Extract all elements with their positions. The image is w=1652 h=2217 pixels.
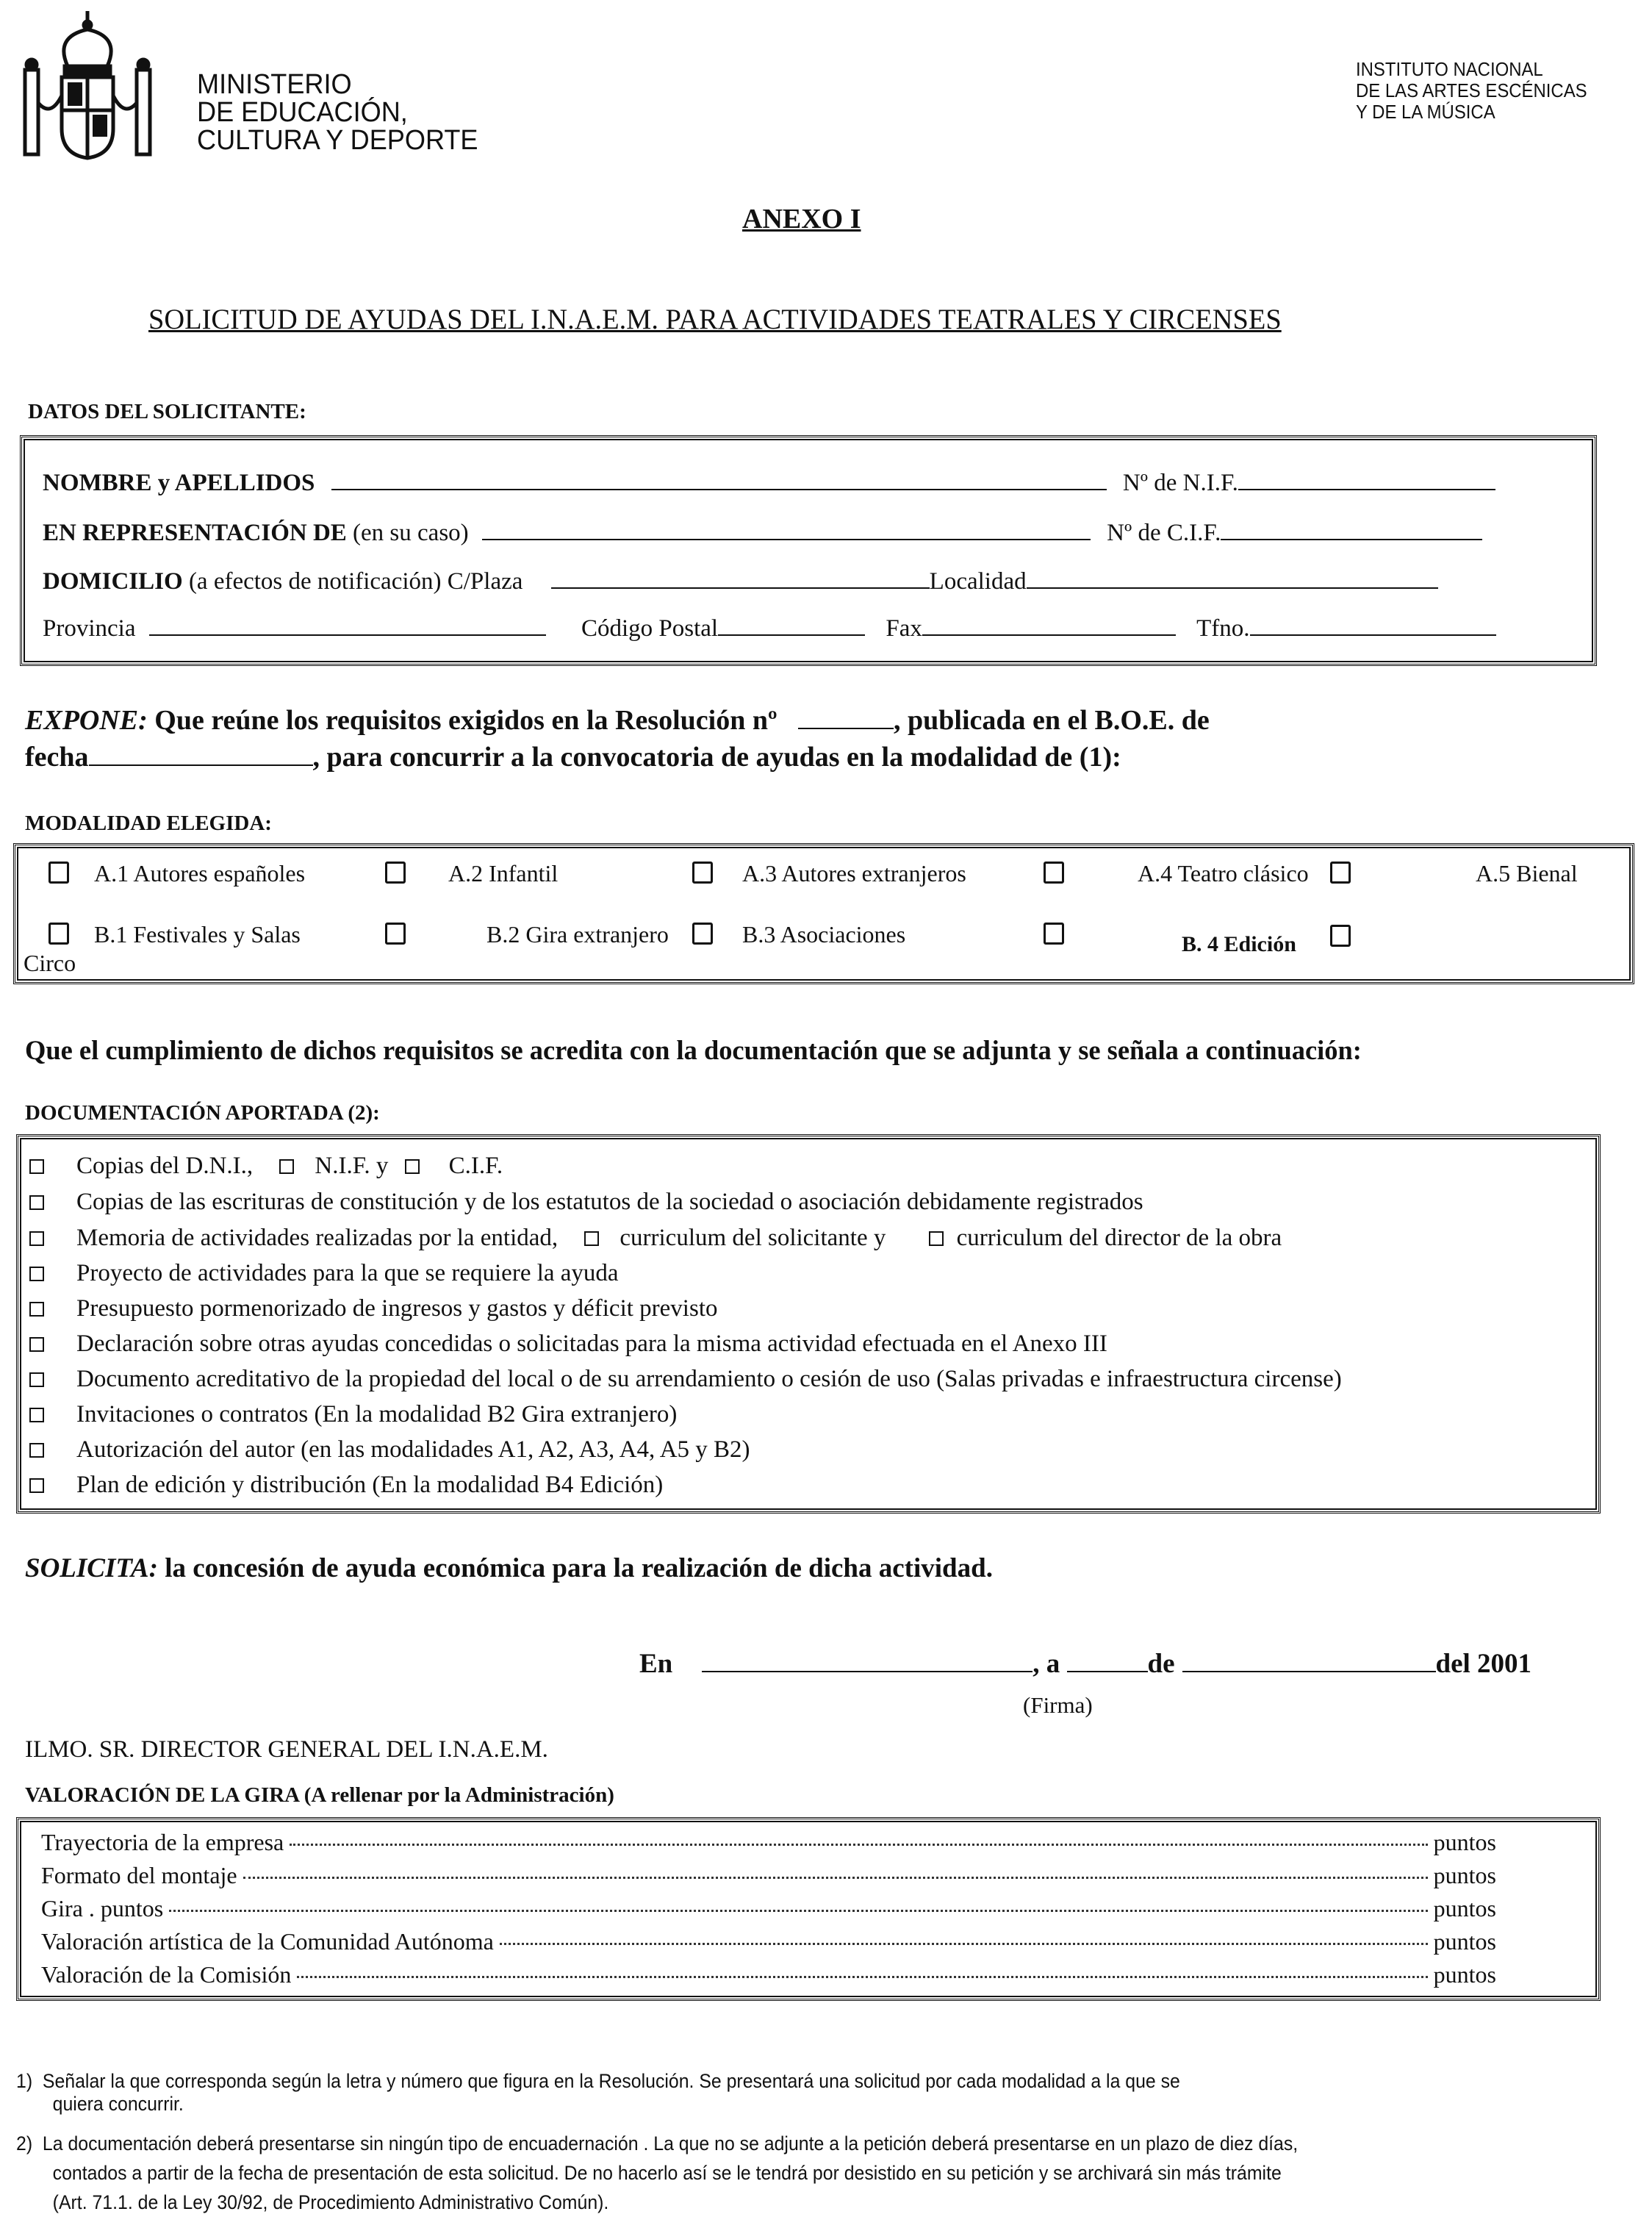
resolution-number-field[interactable] [798,700,894,729]
checkbox-b4[interactable] [1044,923,1064,945]
valuation-field[interactable] [297,1976,1427,1978]
postal-code-field[interactable] [718,610,865,636]
annex-heading: ANEXO I [742,204,861,234]
representation-row [43,515,1482,547]
day-label: , a [1032,1649,1060,1679]
address-field[interactable] [551,563,930,589]
valuation-label: Gira . puntos [41,1895,164,1921]
ministry-line: CULTURA Y DEPORTE [197,125,478,156]
doc-row [29,1472,663,1499]
representation-label: EN REPRESENTACIÓN DE [43,520,347,546]
footnote-text: La documentación deberá presentarse sin ningún tipo de encuadernación . La que no se adjunte a la petición deberá presentarse en un plazo de diez días, [42,2132,1299,2155]
valuation-field[interactable] [500,1943,1428,1945]
points-unit: puntos [1433,1961,1496,1988]
nif-label: Nº de N.I.F. [1122,470,1238,496]
doc-row [29,1295,718,1322]
representation-note: (en su caso) [353,520,469,546]
accreditation-text: Que el cumplimiento de dichos requisitos se acredita con la documentación que se adjunta y se señala a continuación: [25,1036,1362,1066]
valuation-field[interactable] [243,1877,1428,1879]
fax-field[interactable] [922,610,1176,636]
doc-label: Invitaciones o contratos (En la modalidad B2 Gira extranjero) [76,1401,678,1428]
option-b4-label: B. 4 Edición [1182,932,1296,956]
cif-field[interactable] [1221,515,1482,540]
valuation-row [41,1895,1496,1922]
checkbox-dni[interactable] [29,1159,44,1174]
valuation-field[interactable] [290,1844,1427,1846]
coat-of-arms-logo [10,7,165,162]
points-unit: puntos [1433,1928,1496,1955]
doc-label: Proyecto de actividades para la que se requiere la ayuda [76,1260,619,1286]
locality-label: Localidad [929,568,1027,595]
checkbox-a5[interactable] [1330,862,1351,884]
address-label: DOMICILIO [43,568,183,595]
documentation-section-label: DOCUMENTACIÓN APORTADA (2): [25,1101,380,1125]
checkbox-b1[interactable] [49,923,69,945]
option-a3-label: A.3 Autores extranjeros [742,860,966,887]
doc-row-id-copies [29,1153,503,1180]
footnote-text: contados a partir de la fecha de presentación de esta solicitud. De no hacerlo así se le tendrá por desistido en su petición y se archivará sin más trámite [52,2162,1282,2184]
option-a5-label: A.5 Bienal [1476,860,1578,887]
footnote-text: quiera concurrir. [52,2093,184,2115]
form-title: SOLICITUD DE AYUDAS DEL I.N.A.E.M. PARA ACTIVIDADES TEATRALES Y CIRCENSES [148,304,1282,335]
footnote-text: (Art. 71.1. de la Ley 30/92, de Procedimiento Administrativo Común). [52,2191,609,2213]
checkbox-a3[interactable] [692,862,713,884]
solicita-line [25,1552,993,1584]
footnote-number: 2) [16,2132,33,2155]
option-b3-label: B.3 Asociaciones [742,921,906,948]
address-note: (a efectos de notificación) C/Plaza [188,568,523,595]
checkbox-a1[interactable] [49,862,69,884]
doc-row [29,1330,1107,1358]
checkbox-nif[interactable] [279,1159,294,1174]
checkbox-cv-applicant[interactable] [584,1231,599,1246]
option-b1-label-wrap: Circo [24,950,76,976]
checkbox-doc[interactable] [29,1337,44,1352]
province-label: Provincia [43,615,136,642]
ministry-name [197,71,478,154]
locality-field[interactable] [1027,563,1438,589]
option-a1-label: A.1 Autores españoles [94,860,306,887]
month-field[interactable] [1182,1644,1436,1672]
expone-text: fecha [25,742,89,773]
option-a4-label: A.4 Teatro clásico [1138,860,1309,887]
modality-section-label: MODALIDAD ELEGIDA: [25,812,272,835]
footnote-1 [16,2070,1476,2116]
doc-label: curriculum del director de la obra [956,1225,1282,1251]
doc-label: Autorización del autor (en las modalidades A1, A2, A3, A4, A5 y B2) [76,1436,750,1463]
province-row [43,610,1496,642]
footnote-number: 1) [16,2070,33,2092]
doc-row-memoria [29,1225,1282,1252]
ministry-line: MINISTERIO [197,69,352,100]
checkbox-doc[interactable] [29,1478,44,1493]
doc-row [29,1436,750,1464]
expone-text: , para concurrir a la convocatoria de ayudas en la modalidad de (1): [312,742,1121,773]
doc-label: curriculum del solicitante y [620,1225,886,1251]
doc-label: Copias del D.N.I., [76,1153,254,1179]
doc-row [29,1260,619,1287]
doc-label: N.I.F. y [315,1153,389,1179]
checkbox-doc[interactable] [29,1302,44,1317]
option-b2-label: B.2 Gira extranjero [486,921,669,948]
valuation-row [41,1862,1496,1889]
valuation-label: Valoración de la Comisión [41,1961,292,1988]
ministry-line: DE EDUCACIÓN, [197,97,408,128]
valuation-section-label: VALORACIÓN DE LA GIRA (A rellenar por la Administración) [25,1783,614,1807]
footnote-2 [16,2129,1476,2217]
applicant-section-label: DATOS DEL SOLICITANTE: [28,400,306,423]
option-a2-label: A.2 Infantil [448,860,559,887]
valuation-row [41,1829,1496,1856]
checkbox-doc[interactable] [29,1408,44,1422]
doc-label: Plan de edición y distribución (En la modalidad B4 Edición) [76,1472,664,1498]
name-label: NOMBRE y APELLIDOS [43,470,315,496]
valuation-label: Formato del montaje [41,1862,237,1888]
address-row [43,563,1438,595]
checkbox-a2[interactable] [385,862,406,884]
doc-row [29,1401,677,1428]
doc-label: Declaración sobre otras ayudas concedidas o solicitadas para la misma actividad efectuada en el Anexo III [76,1330,1107,1357]
solicita-text: la concesión de ayuda económica para la realización de dicha actividad. [165,1553,993,1583]
checkbox-memoria[interactable] [29,1231,44,1246]
place-label: En [639,1649,673,1679]
doc-row [29,1189,1143,1216]
option-b1-label: B.1 Festivales y Salas [94,921,301,948]
checkbox-doc[interactable] [29,1195,44,1210]
cif-label: Nº de C.I.F. [1107,520,1221,546]
institute-line: Y DE LA MÚSICA [1356,101,1495,123]
name-field[interactable] [331,465,1107,490]
day-field[interactable] [1067,1644,1148,1672]
fax-label: Fax [886,615,922,642]
place-field[interactable] [702,1644,1032,1672]
doc-label: Documento acreditativo de la propiedad del local o de su arrendamiento o cesión de uso (Salas privadas e infraestructura circense) [76,1366,1342,1392]
institute-name [1356,59,1587,123]
checkbox-b4-edition[interactable] [1330,925,1351,947]
points-unit: puntos [1433,1895,1496,1921]
checkbox-doc[interactable] [29,1267,44,1281]
expone-line-2 [25,737,1121,773]
institute-line: DE LAS ARTES ESCÉNICAS [1356,79,1587,101]
month-label: de [1147,1649,1175,1679]
valuation-label: Valoración artística de la Comunidad Autónoma [41,1928,494,1955]
valuation-field[interactable] [169,1910,1427,1912]
checkbox-b2[interactable] [385,923,406,945]
checkbox-a4[interactable] [1044,862,1064,884]
doc-label: C.I.F. [448,1153,503,1179]
checkbox-doc[interactable] [29,1372,44,1387]
postal-code-label: Código Postal [581,615,719,642]
expone-text: Que reúne los requisitos exigidos en la Resolución nº [154,705,777,736]
expone-text: , publicada en el B.O.E. de [894,705,1210,736]
signature-label: (Firma) [1023,1692,1093,1718]
solicita-lead: SOLICITA: [25,1553,158,1583]
valuation-label: Trayectoria de la empresa [41,1829,284,1855]
signature-place-date [639,1644,1531,1680]
doc-label: Copias de las escrituras de constitución y de los estatutos de la sociedad o asociación debidamente registrados [76,1189,1143,1215]
boe-date-field[interactable] [89,737,313,766]
valuation-row [41,1928,1496,1955]
nif-field[interactable] [1238,465,1495,490]
points-unit: puntos [1433,1862,1496,1888]
checkbox-b3[interactable] [692,923,713,945]
representation-field[interactable] [482,515,1091,540]
expone-lead: EXPONE: [25,705,148,736]
year-label: del 2001 [1435,1649,1532,1679]
phone-field[interactable] [1250,610,1496,636]
addressee: ILMO. SR. DIRECTOR GENERAL DEL I.N.A.E.M. [25,1736,548,1763]
phone-label: Tfno. [1196,615,1250,642]
checkbox-cv-director[interactable] [929,1231,944,1246]
valuation-row [41,1961,1496,1988]
name-row [43,465,1495,497]
expone-line-1 [25,700,1598,737]
doc-label: Presupuesto pormenorizado de ingresos y gastos y déficit previsto [76,1295,718,1322]
checkbox-doc[interactable] [29,1443,44,1458]
footnote-text: Señalar la que corresponda según la letra y número que figura en la Resolución. Se presentará una solicitud por cada modalidad a la que se [42,2070,1180,2092]
points-unit: puntos [1433,1829,1496,1855]
checkbox-cif[interactable] [405,1159,420,1174]
doc-label: Memoria de actividades realizadas por la entidad, [76,1225,559,1251]
province-field[interactable] [149,610,546,636]
institute-line: INSTITUTO NACIONAL [1356,58,1543,80]
doc-row [29,1366,1342,1393]
